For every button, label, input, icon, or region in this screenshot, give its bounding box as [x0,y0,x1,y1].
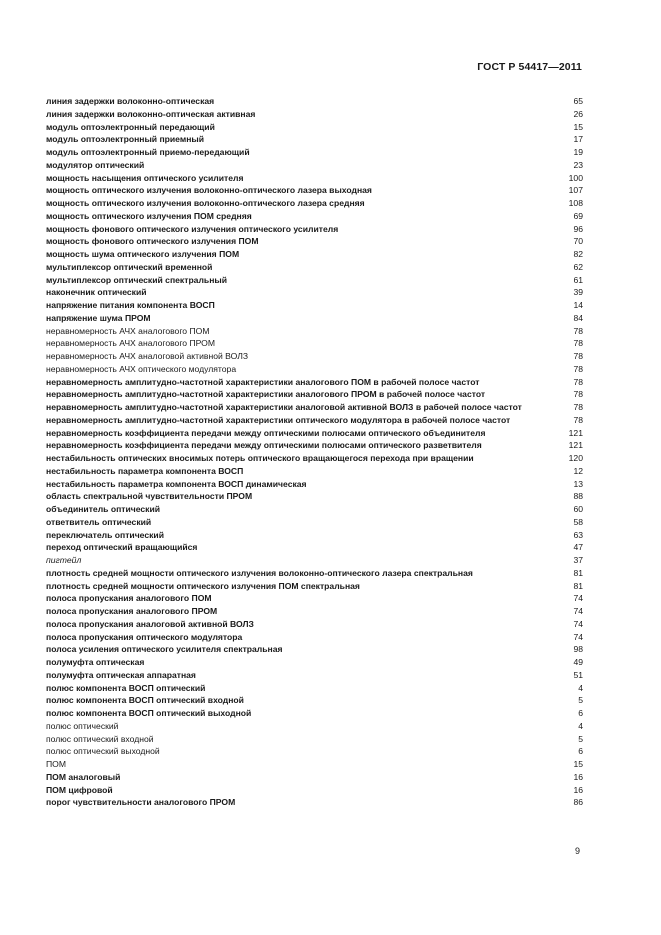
index-entry-term: мощность оптического излучения волоконно-оптического лазера средняя [46,198,365,208]
index-entry [46,452,583,465]
index-entry-term: мощность фонового оптического излучения ПОМ [46,236,259,247]
index-entry-term: полоса пропускания оптического модулятора [46,631,243,642]
index-entry-term: модуль оптоэлектронный приемный [46,134,205,145]
index-entry-term: переключатель оптический [46,529,164,540]
index-entry [46,286,583,299]
index-entry-page: 13 [573,478,583,489]
index-entry-page: 78 [573,402,583,412]
index-entry-term: полюс оптический входной [46,733,154,744]
index-entry [46,133,583,146]
index-entry-page: 81 [573,567,583,578]
index-entry [46,694,583,707]
index-entry-term: полумуфта оптическая [46,657,145,667]
index-entry [46,376,583,389]
index-entry-term: полюс компонента ВОСП оптический входной [46,695,244,706]
index-entry [46,235,583,248]
index-entry-term: полюс компонента ВОСП оптический [46,682,206,693]
index-entry [46,95,583,108]
index-entry [46,350,583,363]
index-entry [46,605,583,618]
index-entry-page: 86 [573,797,583,808]
index-entry [46,325,583,338]
term-index-list [46,95,583,809]
index-entry-term: полюс компонента ВОСП оптический выходной [46,708,252,718]
index-entry-page: 17 [573,134,583,145]
index-entry-term: мультиплексор оптический спектральный [46,274,228,285]
index-entry-page: 78 [573,351,583,361]
index-entry-term: ПОМ [46,759,67,769]
index-entry-term: полюс оптический выходной [46,746,160,757]
index-entry-page: 120 [568,453,583,463]
index-entry-page: 74 [573,593,583,604]
index-entry-term: неравномерность коэффициента передачи между оптическими полюсами оптического объединителя [46,427,486,438]
index-entry-term: неравномерность амплитудно-частотной характеристики аналогового ПРОМ в рабочей полосе частот [46,389,486,400]
index-entry-page: 78 [573,338,583,349]
index-entry-term: модуль оптоэлектронный передающий [46,121,215,132]
index-entry-term: неравномерность АЧХ аналоговой активной ВОЛЗ [46,351,249,361]
index-entry-page: 5 [578,695,583,706]
index-entry-page: 107 [568,185,583,196]
index-entry-page: 6 [578,708,583,718]
index-entry-page: 108 [568,198,583,208]
index-entry-page: 12 [573,465,583,476]
index-entry-term: линия задержки волоконно-оптическая активная [46,108,256,119]
page-number: 9 [574,846,580,856]
index-entry-term: полоса пропускания аналогового ПОМ [46,593,212,604]
index-entry-page: 15 [573,121,583,132]
index-entry [46,643,583,656]
index-entry-page: 5 [578,733,583,744]
index-entry [46,490,583,503]
index-entry-term: мощность оптического излучения волоконно-оптического лазера выходная [46,185,372,196]
index-entry-term: ответвитель оптический [46,516,152,527]
index-entry-page: 61 [573,274,583,285]
index-entry-term: полоса усиления оптического усилителя спектральная [46,644,283,655]
index-entry-term: полоса пропускания аналоговой активной ВОЛЗ [46,618,254,629]
index-entry-page: 69 [573,210,583,221]
index-entry [46,503,583,516]
index-entry-page: 51 [573,669,583,680]
index-entry-page: 62 [573,261,583,272]
index-entry-page: 60 [573,504,583,514]
index-entry [46,414,583,427]
index-entry-page: 16 [573,771,583,782]
index-entry-term: неравномерность коэффициента передачи между оптическими полюсами оптического разветвителя [46,440,482,451]
index-entry [46,707,583,720]
index-entry-page: 65 [573,96,583,106]
index-entry-term: неравномерность амплитудно-частотной характеристики аналоговой активной ВОЛЗ в рабочей полосе частот [46,402,522,412]
index-entry [46,631,583,644]
index-entry [46,682,583,695]
index-entry [46,172,583,185]
index-entry [46,223,583,236]
index-entry [46,197,583,210]
index-entry [46,784,583,797]
index-entry-page: 81 [573,580,583,591]
index-entry-page: 70 [573,236,583,247]
index-entry-term: ПОМ цифровой [46,784,113,795]
index-entry-term: плотность средней мощности оптического излучения ПОМ спектральная [46,580,360,591]
index-entry-term: неравномерность АЧХ аналогового ПОМ [46,325,210,336]
index-entry-page: 74 [573,606,583,616]
index-entry-page: 98 [573,644,583,655]
index-entry [46,720,583,733]
index-entry-term: модуль оптоэлектронный приемо-передающий [46,147,250,157]
index-entry-term: порог чувствительности аналогового ПРОМ [46,797,236,808]
index-entry-term: полюс оптический [46,720,119,731]
index-entry [46,478,583,491]
index-entry-term: нестабильность оптических вносимых потерь оптического вращающегося перехода при вращении [46,453,474,463]
index-entry [46,465,583,478]
index-entry-term: область спектральной чувствительности ПРОМ [46,491,253,502]
index-entry-page: 19 [573,147,583,157]
index-entry [46,758,583,771]
index-entry-term: неравномерность АЧХ оптического модулятора [46,363,237,374]
index-entry-page: 100 [568,172,583,183]
index-entry-term: напряжение шума ПРОМ [46,312,151,323]
index-entry-page: 82 [573,249,583,259]
index-entry-term: переход оптический вращающийся [46,542,198,553]
index-entry-page: 39 [573,287,583,298]
index-entry [46,121,583,134]
index-entry-page: 26 [573,108,583,119]
index-entry [46,363,583,376]
index-entry [46,541,583,554]
index-entry-term: напряжение питания компонента ВОСП [46,300,215,310]
index-entry [46,656,583,669]
index-entry [46,210,583,223]
index-entry-term: полумуфта оптическая аппаратная [46,669,196,680]
index-entry [46,159,583,172]
index-entry [46,388,583,401]
index-entry [46,745,583,758]
index-entry-term: мощность шума оптического излучения ПОМ [46,249,240,259]
index-entry-page: 78 [573,363,583,374]
index-entry-page: 74 [573,618,583,629]
index-entry [46,592,583,605]
index-entry-term: нестабильность параметра компонента ВОСП [46,465,244,476]
index-entry [46,516,583,529]
index-entry [46,108,583,121]
index-entry-page: 4 [578,682,583,693]
index-entry [46,529,583,542]
index-entry-page: 14 [573,300,583,310]
index-entry [46,299,583,312]
index-entry [46,312,583,325]
index-entry-term: плотность средней мощности оптического излучения волоконно-оптического лазера спектральная [46,567,473,578]
index-entry [46,796,583,809]
index-entry [46,771,583,784]
index-entry-page: 23 [573,159,583,170]
index-entry-page: 63 [573,529,583,540]
index-entry-term: мультиплексор оптический временной [46,261,213,272]
index-entry-page: 96 [573,223,583,234]
index-entry-term: неравномерность амплитудно-частотной характеристики оптического модулятора в рабочей полосе частот [46,414,511,425]
index-entry [46,580,583,593]
index-entry-term: мощность фонового оптического излучения оптического усилителя [46,223,339,234]
index-entry-term: мощность насыщения оптического усилителя [46,172,244,183]
index-entry [46,567,583,580]
index-entry [46,274,583,287]
index-entry-term: объединитель оптический [46,504,161,514]
document-standard-header: ГОСТ Р 54417—2011 [477,61,582,73]
index-entry-term: нестабильность параметра компонента ВОСП динамическая [46,478,307,489]
index-entry-term: линия задержки волоконно-оптическая [46,96,215,106]
index-entry [46,248,583,261]
index-entry-page: 78 [573,376,583,387]
index-entry-page: 78 [573,389,583,400]
index-entry [46,146,583,159]
index-entry [46,733,583,746]
index-entry [46,184,583,197]
index-entry [46,669,583,682]
index-entry-page: 47 [573,542,583,553]
index-entry [46,439,583,452]
index-entry-page: 4 [578,720,583,731]
index-entry-page: 37 [573,555,583,565]
index-entry-page: 84 [573,312,583,323]
index-entry-page: 74 [573,631,583,642]
index-entry-page: 88 [573,491,583,502]
index-entry-page: 78 [573,325,583,336]
index-entry-term: пигтейл [46,555,82,565]
index-entry-term: ПОМ аналоговый [46,771,121,782]
index-entry-page: 6 [578,746,583,757]
index-entry-page: 121 [568,440,583,451]
index-entry [46,618,583,631]
index-entry-term: модулятор оптический [46,159,145,170]
index-entry-page: 121 [568,427,583,438]
index-entry-page: 16 [573,784,583,795]
index-entry [46,554,583,567]
index-entry-page: 15 [573,759,583,769]
index-entry [46,427,583,440]
index-entry [46,261,583,274]
index-entry-page: 78 [573,414,583,425]
index-entry-term: мощность оптического излучения ПОМ средняя [46,210,252,221]
index-entry [46,401,583,414]
index-entry-page: 58 [573,516,583,527]
index-entry-term: полоса пропускания аналогового ПРОМ [46,606,218,616]
index-entry [46,337,583,350]
index-entry-term: неравномерность АЧХ аналогового ПРОМ [46,338,216,349]
index-entry-page: 49 [573,657,583,667]
index-entry-term: наконечник оптический [46,287,147,298]
index-entry-term: неравномерность амплитудно-частотной характеристики аналогового ПОМ в рабочей полосе частот [46,376,480,387]
